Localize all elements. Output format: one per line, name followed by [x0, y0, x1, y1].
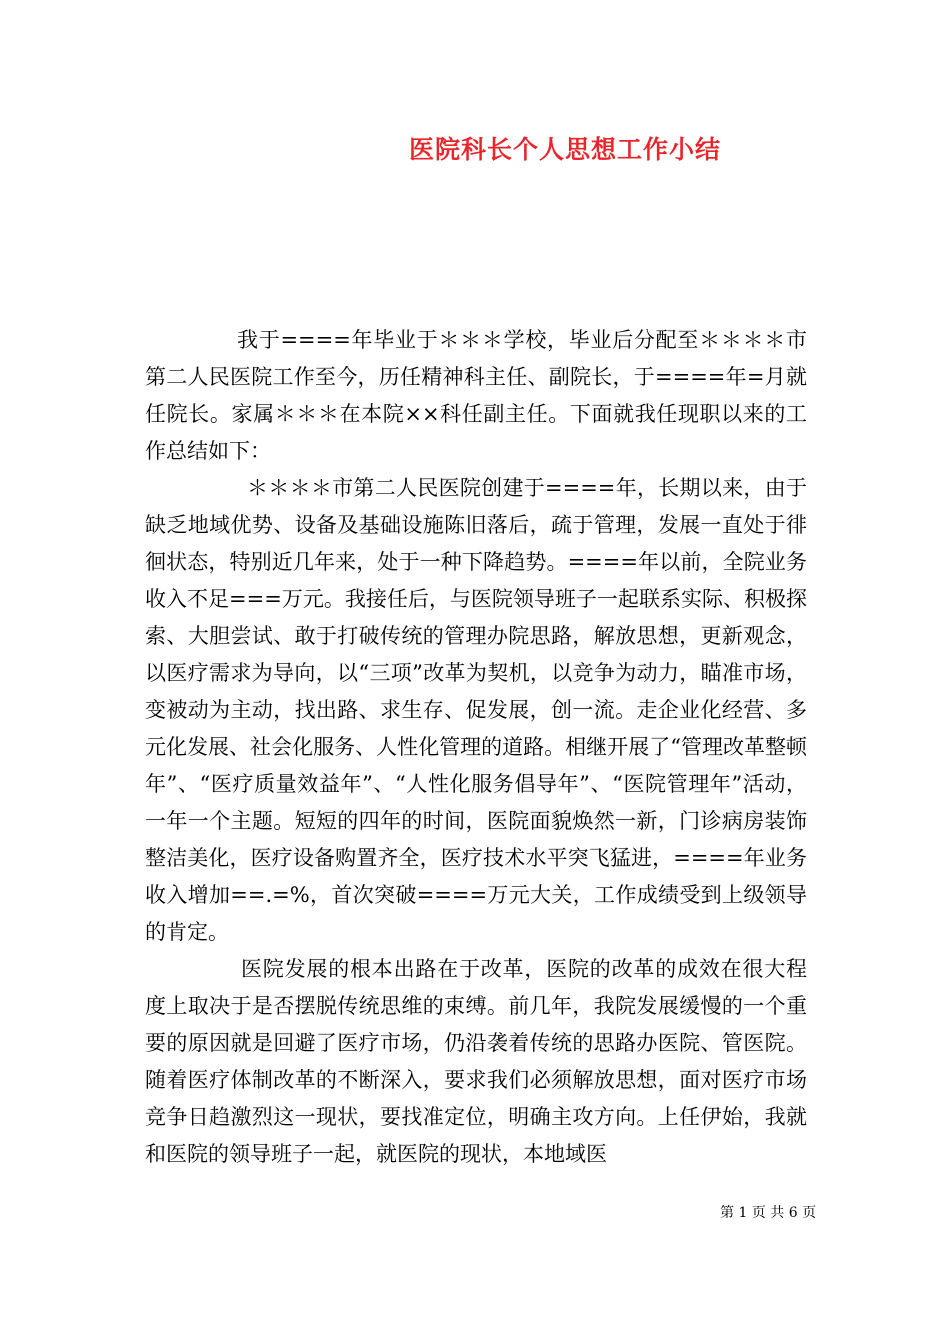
paragraph-2: ＊＊＊＊市第二人民医院创建于====年，长期以来，由于缺乏地域优势、设备及基础设施陈旧落后，疏于管理，发展一直处于徘徊状态，特别近几年来，处于一种下降趋势。====年以前，全院业务收入不足===万元。我接任后，与医院领导班子一起联系实际、积极探索、大胆尝试、敢于打破传统的管理办院思路，解放思想，更新观念，以医疗需求为导向，以“三项”改革为契机，以竞争为动力，瞄准市场，变被动为主动，找出路、求生存、促发展，创一流。走企业化经营、多元化发展、社会化服务、人性化管理的道路。相继开展了“管理改革整顿年”、“医疗质量效益年”、“人性化服务倡导年”、“医院管理年”活动，一年一个主题。短短的四年的时间，医院面貌焕然一新，门诊病房装饰整洁美化，医疗设备购置齐全，医疗技术水平突飞猛进，====年业务收入增加==.=%，首次突破====万元大关，工作成绩受到上级领导的肯定。 — [145, 476, 807, 944]
page-title: 医院科长个人思想工作小结 — [408, 135, 721, 164]
paragraph-1: 我于====年毕业于＊＊＊学校，毕业后分配至＊＊＊＊市第二人民医院工作至今，历任精神科主任、副院长，于====年=月就任院长。家属＊＊＊在本院××科任副主任。下面就我任现职以来的工作总结如下： — [145, 328, 807, 463]
page-number-footer: 第 1 页 共 6 页 — [720, 1205, 817, 1221]
document-body — [145, 322, 807, 1173]
paragraph-3: 医院发展的根本出路在于改革，医院的改革的成效在很大程度上取决于是否摆脱传统思维的束缚。前几年，我院发展缓慢的一个重要的原因就是回避了医疗市场，仍沿袭着传统的思路办医院、管医院。随着医疗体制改革的不断深入，要求我们必须解放思想，面对医疗市场竞争日趋激烈这一现状，要找准定位，明确主攻方向。上任伊始，我就和医院的领导班子一起，就医院的现状，本地域医 — [145, 957, 807, 1166]
